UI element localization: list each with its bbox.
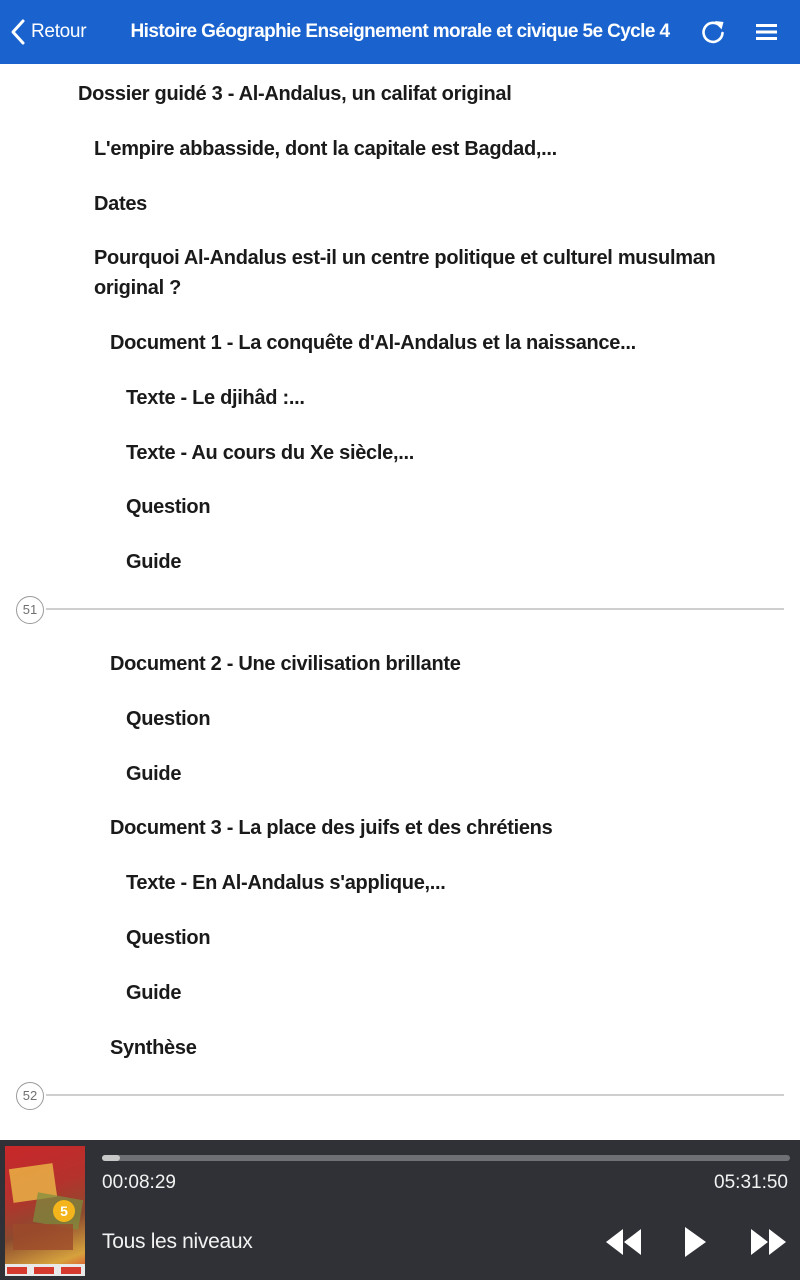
- page-title: Histoire Géographie Enseignement morale et civique 5e Cycle 4: [130, 21, 670, 42]
- audio-player: [0, 1140, 800, 1280]
- page-number-badge: 51: [16, 596, 44, 624]
- toc-item[interactable]: Texte - Au cours du Xe siècle,...: [126, 442, 414, 464]
- toc-item[interactable]: Pourquoi Al-Andalus est-il un centre politique et culturel musulman original ?: [94, 247, 716, 299]
- progress-bar[interactable]: [102, 1155, 790, 1161]
- chevron-left-icon: [10, 18, 26, 46]
- fast-forward-icon[interactable]: [748, 1225, 788, 1259]
- toc-item[interactable]: Dossier guidé 3 - Al-Andalus, un califat original: [78, 83, 512, 105]
- progress-bar-fill: [102, 1155, 120, 1161]
- cover-grade-badge: 5: [53, 1200, 75, 1222]
- toc-item[interactable]: Question: [126, 927, 211, 949]
- refresh-icon[interactable]: [698, 17, 728, 47]
- toc-item[interactable]: Document 3 - La place des juifs et des chrétiens: [110, 817, 553, 839]
- toc-item[interactable]: Document 1 - La conquête d'Al-Andalus et la naissance...: [110, 332, 636, 354]
- level-label: Tous les niveaux: [102, 1230, 253, 1253]
- toc-item[interactable]: Question: [126, 708, 211, 730]
- total-time: 05:31:50: [714, 1172, 788, 1193]
- page-divider-line: [46, 608, 784, 610]
- page-number-badge: 52: [16, 1082, 44, 1110]
- hamburger-menu-icon[interactable]: [752, 18, 782, 46]
- book-cover-thumbnail[interactable]: [5, 1146, 85, 1276]
- toc-item[interactable]: Document 2 - Une civilisation brillante: [110, 653, 461, 675]
- rewind-icon[interactable]: [604, 1225, 644, 1259]
- toc-item[interactable]: Synthèse: [110, 1037, 197, 1059]
- toc-item[interactable]: L'empire abbasside, dont la capitale est Bagdad,...: [94, 138, 557, 160]
- toc-item[interactable]: Guide: [126, 551, 182, 573]
- toc-item[interactable]: Dates: [94, 193, 147, 215]
- top-bar: [0, 0, 800, 64]
- toc-item[interactable]: Texte - En Al-Andalus s'applique,...: [126, 872, 446, 894]
- current-time: 00:08:29: [102, 1172, 176, 1193]
- page-divider-line: [46, 1094, 784, 1096]
- page-separator: [16, 596, 784, 624]
- toc-item[interactable]: Question: [126, 496, 211, 518]
- play-icon[interactable]: [682, 1225, 708, 1259]
- back-label: Retour: [31, 21, 87, 42]
- back-button[interactable]: [10, 14, 86, 50]
- page-separator: [16, 1082, 784, 1110]
- table-of-contents: [0, 64, 800, 1140]
- toc-item[interactable]: Guide: [126, 982, 182, 1004]
- toc-item[interactable]: Texte - Le djihâd :...: [126, 387, 305, 409]
- toc-item[interactable]: Guide: [126, 763, 182, 785]
